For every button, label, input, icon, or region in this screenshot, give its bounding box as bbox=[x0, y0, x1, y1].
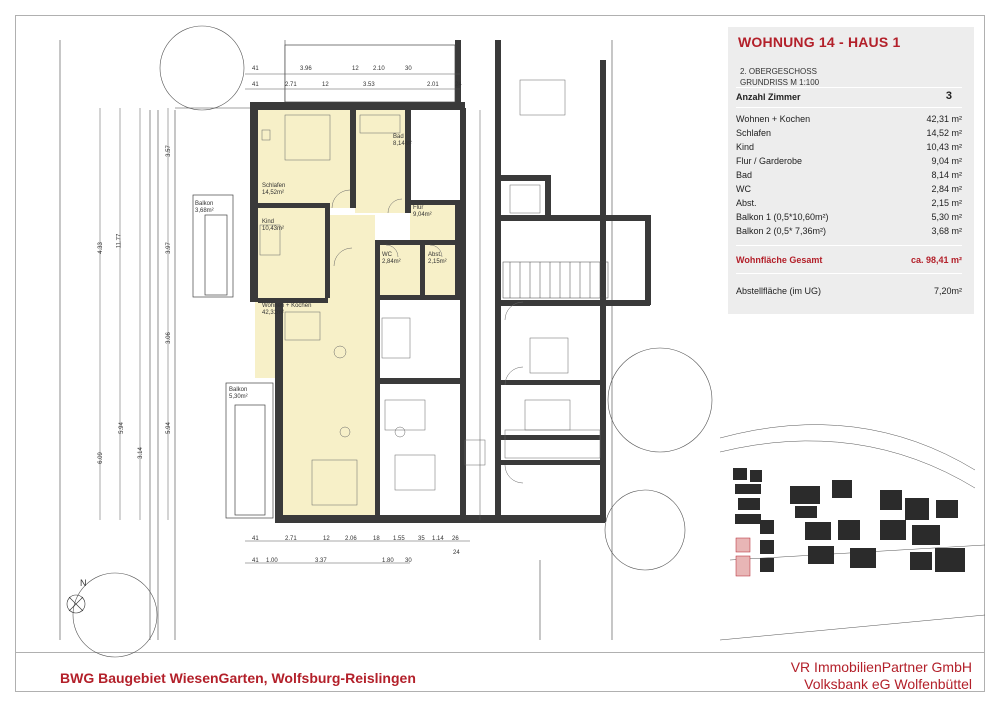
area-name: Kind bbox=[736, 142, 755, 152]
room-label-flur bbox=[413, 205, 432, 219]
room-area-wc: 2,84m² bbox=[382, 259, 401, 265]
panel-rule-3 bbox=[736, 245, 962, 246]
dim-bottom1-4: 18 bbox=[373, 536, 380, 542]
area-name: Bad bbox=[736, 170, 753, 180]
dim-bottom2-4: 30 bbox=[405, 558, 412, 564]
dim-top2-0: 41 bbox=[252, 82, 259, 88]
room-area-balkon1: 3,68m² bbox=[195, 208, 214, 214]
dim-left-mid-1: 3.14 bbox=[137, 447, 144, 459]
room-area-kind: 10,43m² bbox=[262, 226, 285, 232]
area-name: Abst. bbox=[736, 198, 757, 208]
room-label-abst bbox=[428, 252, 447, 266]
area-value: 9,04 m² bbox=[931, 156, 962, 166]
dim-bottom1-2: 12 bbox=[323, 536, 330, 542]
dim-left-inner-3: 5.94 bbox=[165, 422, 172, 434]
floor-label: 2. OBERGESCHOSS bbox=[740, 67, 817, 76]
area-value: 14,52 m² bbox=[926, 128, 962, 138]
room-label-wohnen bbox=[262, 303, 311, 317]
dim-top1-3: 2.10 bbox=[373, 66, 385, 72]
dim-top2-4: 2.01 bbox=[427, 82, 439, 88]
area-name: Wohnen + Kochen bbox=[736, 114, 811, 124]
staircase bbox=[503, 262, 608, 298]
area-value: 8,14 m² bbox=[931, 170, 962, 180]
room-name-balkon1: Balkon bbox=[195, 201, 214, 207]
room-label-wc bbox=[382, 252, 401, 266]
area-name: Flur / Garderobe bbox=[736, 156, 803, 166]
dim-bottom1-6: 35 bbox=[418, 536, 425, 542]
dim-top2-5: 24 bbox=[455, 82, 462, 88]
area-name: Schlafen bbox=[736, 128, 772, 138]
room-name-wc: WC bbox=[382, 252, 392, 258]
dim-top1-2: 12 bbox=[352, 66, 359, 72]
dim-bottom1-0: 41 bbox=[252, 536, 259, 542]
dim-left-mid-0: 5.94 bbox=[118, 422, 125, 434]
area-value: 2,84 m² bbox=[931, 184, 962, 194]
room-label-balkon1 bbox=[195, 201, 214, 215]
dim-bottom1-5: 1.55 bbox=[393, 536, 405, 542]
storage-label: Abstellfläche (im UG) bbox=[736, 286, 822, 296]
project-title: BWG Baugebiet WiesenGarten, Wolfsburg-Reislingen bbox=[60, 670, 416, 686]
room-area-abst: 2,15m² bbox=[428, 259, 447, 265]
info-panel bbox=[728, 27, 974, 314]
total-area-value: ca. 98,41 m² bbox=[910, 255, 962, 265]
north-arrow-graphic bbox=[67, 595, 85, 613]
room-label-kind bbox=[262, 219, 284, 233]
room-name-schlafen: Schlafen bbox=[262, 183, 286, 189]
dim-bottom2-5: 24 bbox=[453, 550, 460, 556]
room-area-schlafen: 14,52m² bbox=[262, 190, 285, 196]
company-name-2: Volksbank eG Wolfenbüttel bbox=[804, 676, 972, 692]
dim-bottom2-0: 41 bbox=[252, 558, 259, 564]
room-label-balkon2 bbox=[229, 387, 248, 401]
scale-label: GRUNDRISS M 1:100 bbox=[740, 78, 820, 87]
room-name-bad: Bad bbox=[393, 134, 404, 140]
dim-left-outer-1: 4.33 bbox=[97, 242, 104, 254]
room-name-abst: Abst. bbox=[428, 252, 442, 258]
dim-top2-1: 2.71 bbox=[285, 82, 297, 88]
dim-bottom1-1: 2.71 bbox=[285, 536, 297, 542]
area-value: 3,68 m² bbox=[931, 226, 962, 236]
area-value: 5,30 m² bbox=[931, 212, 962, 222]
room-label-bad bbox=[393, 134, 412, 148]
dim-bottom2-2: 3.37 bbox=[315, 558, 327, 564]
room-label-schlafen bbox=[262, 183, 285, 197]
room-area-balkon2: 5,30m² bbox=[229, 394, 248, 400]
area-name: WC bbox=[736, 184, 751, 194]
room-name-kind: Kind bbox=[262, 219, 275, 225]
room-name-wohnen: Wohnen + Kochen bbox=[262, 303, 312, 309]
dim-top1-4: 30 bbox=[405, 66, 412, 72]
dim-left-inner-0: 3.97 bbox=[165, 242, 172, 254]
dim-left-inner-2: 3.06 bbox=[165, 332, 172, 344]
room-area-bad: 8,14m² bbox=[393, 141, 412, 147]
dim-top1-0: 41 bbox=[252, 66, 259, 72]
site-plan-highlight bbox=[736, 538, 750, 576]
dim-left-outer-2: 6.09 bbox=[97, 452, 104, 464]
area-value: 2,15 m² bbox=[931, 198, 962, 208]
room-area-flur: 9,04m² bbox=[413, 212, 432, 218]
panel-rule-2 bbox=[736, 107, 962, 108]
dim-bottom1-3: 2.06 bbox=[345, 536, 357, 542]
dim-left-inner-1: 3.57 bbox=[165, 145, 172, 157]
panel-rule-1 bbox=[736, 87, 962, 88]
area-name: Balkon 2 (0,5* 7,36m²) bbox=[736, 226, 827, 236]
rooms-count-label: Anzahl Zimmer bbox=[736, 92, 801, 102]
apartment-title: WOHNUNG 14 - HAUS 1 bbox=[738, 34, 901, 50]
north-label: N bbox=[80, 578, 87, 588]
dim-bottom1-7: 1.14 bbox=[432, 536, 444, 542]
room-area-wohnen: 42,31m² bbox=[262, 310, 285, 316]
area-value: 10,43 m² bbox=[926, 142, 962, 152]
dim-bottom1-8: 26 bbox=[452, 536, 459, 542]
room-name-balkon2: Balkon bbox=[229, 387, 248, 393]
company-name-1: VR ImmobilienPartner GmbH bbox=[790, 659, 972, 675]
rooms-count-value: 3 bbox=[945, 90, 952, 102]
dim-top1-1: 3.96 bbox=[300, 66, 312, 72]
area-value: 42,31 m² bbox=[926, 114, 962, 124]
total-area-label: Wohnfläche Gesamt bbox=[736, 255, 823, 265]
area-name: Balkon 1 (0,5*10,60m²) bbox=[736, 212, 829, 222]
dim-top2-2: 12 bbox=[322, 82, 329, 88]
storage-value: 7,20m² bbox=[933, 286, 962, 296]
dim-top2-3: 3.53 bbox=[363, 82, 375, 88]
dim-bottom2-1: 1.00 bbox=[266, 558, 278, 564]
dim-bottom2-3: 1.80 bbox=[382, 558, 394, 564]
panel-rule-4 bbox=[736, 273, 962, 274]
room-name-flur: Flur bbox=[413, 205, 424, 211]
site-plan-buildings bbox=[733, 468, 965, 572]
dim-left-outer-0: 11.77 bbox=[116, 233, 123, 249]
